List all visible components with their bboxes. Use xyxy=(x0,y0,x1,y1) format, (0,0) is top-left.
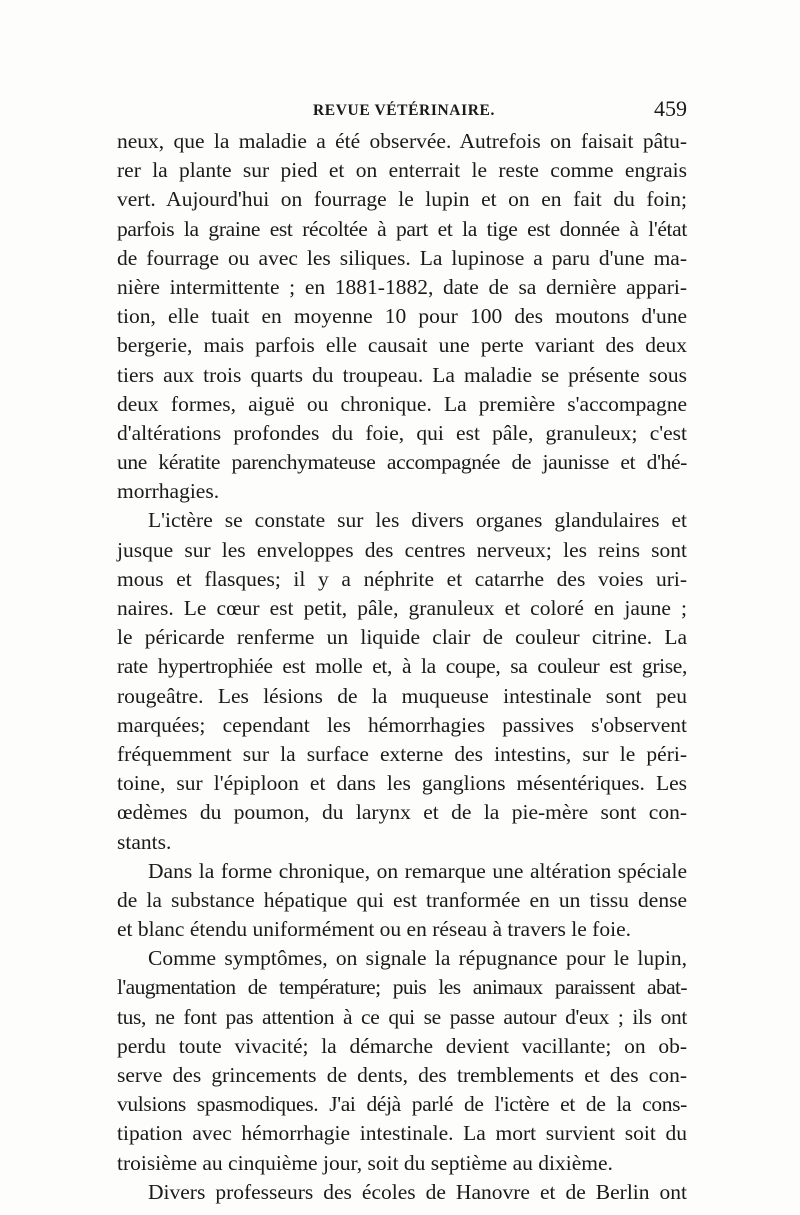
text-line: le péricarde renferme un liquide clair de couleur citrine. La xyxy=(117,625,687,650)
text-line: rate hypertrophiée est molle et, à la coupe, sa couleur est grise, xyxy=(117,654,687,679)
text-line: tiers aux trois quarts du troupeau. La maladie se présente sous xyxy=(117,362,687,387)
running-title: REVUE VÉTÉRINAIRE. xyxy=(313,102,495,119)
paragraph-start-line: Dans la forme chronique, on remarque une altération spéciale xyxy=(148,858,687,883)
text-line: tus, ne font pas attention à ce qui se passe autour d'eux ; ils ont xyxy=(117,1004,687,1029)
paragraph-start-line: L'ictère se constate sur les divers organes glandulaires et xyxy=(148,508,687,533)
text-line: jusque sur les enveloppes des centres nerveux; les reins sont xyxy=(117,537,687,562)
text-line: de la substance hépatique qui est tranformée en un tissu dense xyxy=(117,887,687,912)
text-line: fréquemment sur la surface externe des intestins, sur le péri- xyxy=(117,741,687,766)
text-line: morrhagies. xyxy=(117,479,220,504)
text-line: de fourrage ou avec les siliques. La lupinose a paru d'une ma- xyxy=(117,245,687,270)
text-line: rer la plante sur pied et on enterrait le reste comme engrais xyxy=(117,158,687,183)
text-line: serve des grincements de dents, des tremblements et des con- xyxy=(117,1063,687,1087)
text-line: vert. Aujourd'hui on fourrage le lupin et on en fait du foin; xyxy=(117,187,687,212)
text-line: d'altérations profondes du foie, qui est pâle, granuleux; c'est xyxy=(117,420,687,445)
text-line: toine, sur l'épiploon et dans les ganglions mésentériques. Les xyxy=(117,771,687,796)
text-line: troisième au cinquième jour, soit du septième au dixième. xyxy=(117,1150,613,1175)
text-line: tion, elle tuait en moyenne 10 pour 100 des moutons d'une xyxy=(117,304,687,329)
text-line: nière intermittente ; en 1881-1882, date de sa dernière appari- xyxy=(117,274,687,299)
text-line: l'augmentation de température; puis les animaux paraissent abat- xyxy=(117,975,687,1000)
text-line: naires. Le cœur est petit, pâle, granuleux et coloré en jaune ; xyxy=(117,596,687,620)
text-line: neux, que la maladie a été observée. Autrefois on faisait pâtu- xyxy=(117,129,687,153)
text-line: rougeâtre. Les lésions de la muqueuse intestinale sont peu xyxy=(117,683,687,708)
text-line: mous et flasques; il y a néphrite et catarrhe des voies uri- xyxy=(117,566,687,591)
running-header xyxy=(117,98,687,130)
text-line: et blanc étendu uniformément ou en réseau à travers le foie. xyxy=(117,917,631,942)
text-line: vulsions spasmodiques. J'ai déjà parlé de l'ictère et de la cons- xyxy=(117,1092,687,1117)
text-line: tipation avec hémorrhagie intestinale. La mort survient soit du xyxy=(117,1121,687,1146)
text-line: bergerie, mais parfois elle causait une perte variant des deux xyxy=(117,333,687,358)
text-line: marquées; cependant les hémorrhagies passives s'observent xyxy=(117,712,687,737)
text-line: perdu toute vivacité; la démarche devient vacillante; on ob- xyxy=(117,1033,687,1058)
text-line: une kératite parenchymateuse accompagnée de jaunisse et d'hé- xyxy=(117,450,687,475)
text-line: parfois la graine est récoltée à part et la tige est donnée à l'état xyxy=(117,216,687,241)
paragraph-start-line: Comme symptômes, on signale la répugnance pour le lupin, xyxy=(148,946,687,971)
page-number: 459 xyxy=(654,96,687,121)
text-line: stants. xyxy=(117,829,172,854)
text-line: deux formes, aiguë ou chronique. La première s'accompagne xyxy=(117,391,687,416)
text-line: œdèmes du poumon, du larynx et de la pie-mère sont con- xyxy=(117,800,687,825)
paragraph-start-line: Divers professeurs des écoles de Hanovre et de Berlin ont xyxy=(148,1179,687,1204)
body-text xyxy=(117,127,687,1207)
